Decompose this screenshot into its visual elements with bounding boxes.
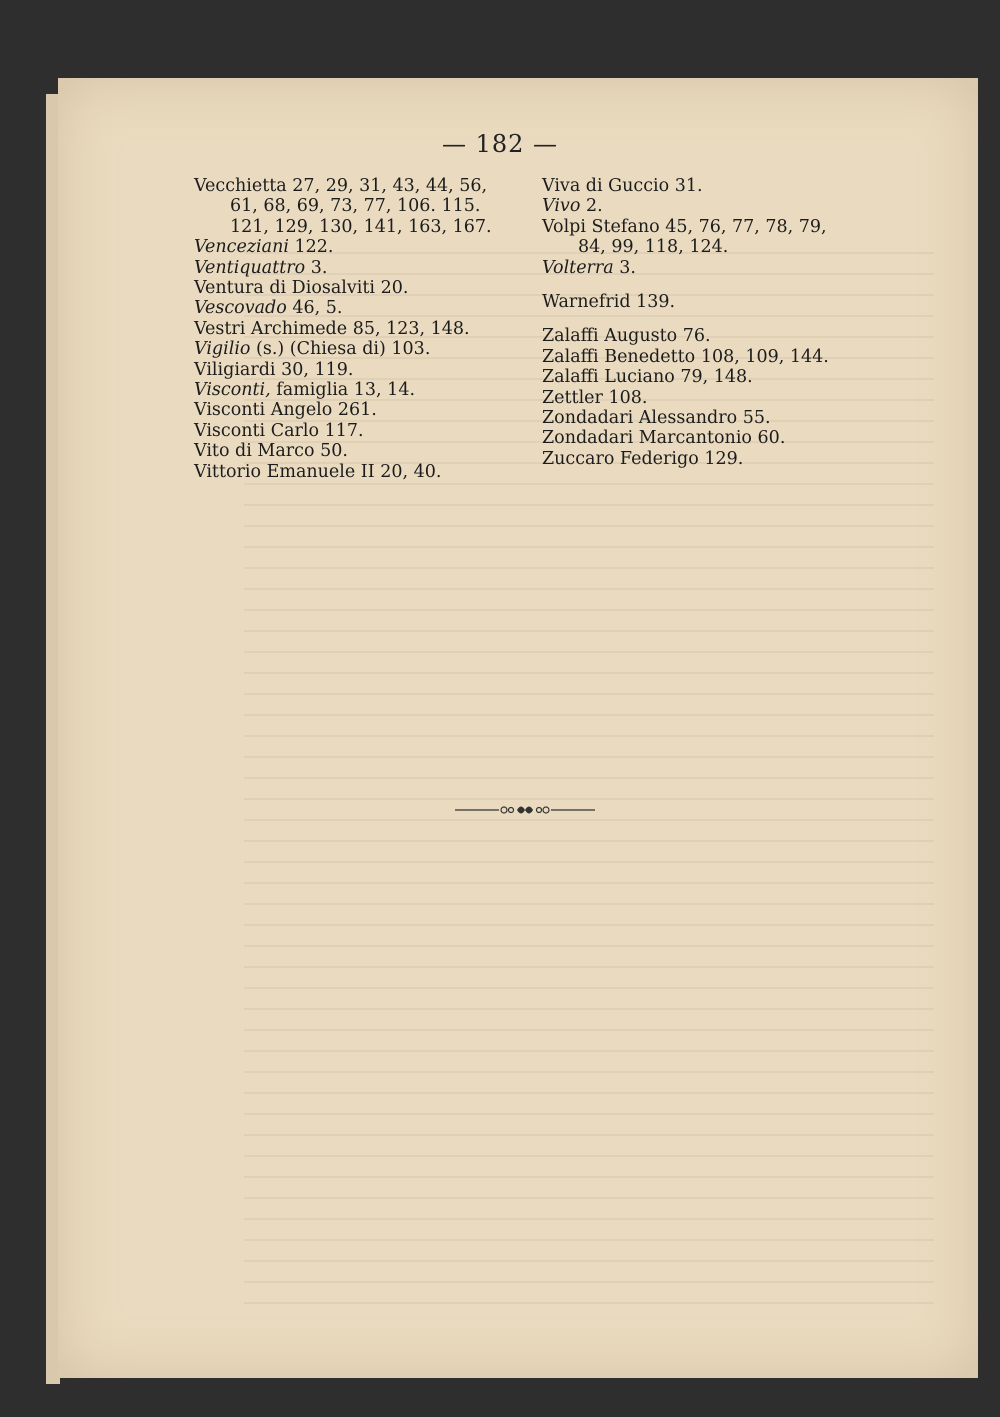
ornament-divider-icon: [455, 800, 595, 820]
index-entry: [194, 319, 524, 339]
entry-page-refs: 108.: [608, 387, 648, 408]
entry-page-refs: 85, 123, 148.: [352, 318, 470, 339]
entry-name: Vivo: [542, 196, 581, 217]
index-entry: [542, 176, 872, 196]
index-entry: [542, 217, 872, 258]
entry-page-refs: 261.: [337, 400, 377, 421]
entry-page-refs-continued: 84, 99, 118, 124.: [578, 237, 729, 258]
entry-page-refs: 76.: [682, 326, 711, 347]
entry-name: Ventiquattro: [194, 257, 306, 278]
entry-page-refs: 139.: [636, 292, 676, 313]
entry-name: Visconti Angelo: [194, 400, 333, 421]
index-entry: [542, 196, 872, 216]
entry-name: Zuccaro Federigo: [542, 448, 699, 469]
entry-page-refs: (s.) (Chiesa di) 103.: [256, 339, 431, 360]
index-entry: [194, 298, 524, 318]
index-entry: [194, 462, 524, 482]
entry-page-refs: famiglia 13, 14.: [276, 380, 416, 401]
entry-page-refs: 122.: [294, 237, 334, 258]
entry-page-refs: 60.: [757, 428, 786, 449]
index-entry: [194, 441, 524, 461]
entry-name: Zalaffi Benedetto: [542, 346, 696, 367]
index-entry: [194, 380, 524, 400]
entry-name: Viva di Guccio: [542, 176, 670, 196]
entry-name: Zettler: [542, 387, 603, 408]
index-entry: [542, 428, 872, 448]
entry-page-refs-continued: 121, 129, 130, 141, 163, 167.: [230, 216, 492, 237]
entry-name: Vestri Archimede: [194, 318, 348, 339]
entry-name: Vigilio: [194, 339, 251, 360]
entry-name: Vescovado: [194, 298, 287, 319]
entry-name: Viligiardi: [194, 359, 276, 380]
entry-page-refs: 30, 119.: [281, 359, 354, 380]
index-entry: [542, 292, 872, 312]
index-entry: [194, 360, 524, 380]
entry-name: Zalaffi Augusto: [542, 326, 678, 347]
entry-name: Venceziani: [194, 237, 289, 258]
entry-name: Visconti Carlo: [194, 420, 320, 441]
entry-name: Volpi Stefano: [542, 216, 660, 237]
entry-page-refs: 129.: [704, 448, 744, 469]
index-column-right: [542, 176, 872, 469]
index-entry: [194, 421, 524, 441]
index-column-left: [194, 176, 524, 482]
entry-page-refs: 55.: [742, 408, 771, 429]
entry-name: Ventura di Diosalviti: [194, 278, 375, 299]
entry-page-refs: 3.: [619, 257, 636, 278]
index-entry: [542, 388, 872, 408]
entry-page-refs-continued: 61, 68, 69, 73, 77, 106. 115.: [230, 196, 481, 217]
page-number: — 182 —: [441, 130, 559, 158]
entry-name: Vittorio Emanuele II: [194, 461, 375, 482]
entry-page-refs: 79, 148.: [680, 367, 753, 388]
entry-page-refs: 2.: [585, 196, 603, 217]
entry-name: Vecchietta: [194, 176, 287, 196]
entry-name: Vito di Marco: [194, 441, 315, 462]
entry-page-refs: 3.: [310, 257, 328, 278]
index-entry: [542, 449, 872, 469]
entry-page-refs: 108, 109, 144.: [700, 346, 829, 367]
index-entry: [542, 408, 872, 428]
entry-page-refs: 31.: [674, 176, 703, 196]
index-entry: [194, 258, 524, 278]
entry-page-refs: 20, 40.: [380, 461, 442, 482]
index-entry: [194, 400, 524, 420]
entry-page-refs: 45, 76, 77, 78, 79,: [665, 216, 827, 237]
index-entry: [542, 347, 872, 367]
index-entry: [194, 278, 524, 298]
entry-name: Zalaffi Luciano: [542, 367, 675, 388]
entry-page-refs: 50.: [320, 441, 348, 462]
entry-page-refs: 27, 29, 31, 43, 44, 56,: [292, 176, 488, 196]
entry-page-refs: 20.: [380, 278, 409, 299]
entry-page-refs: 117.: [324, 420, 364, 441]
entry-name: Zondadari Marcantonio: [542, 428, 752, 449]
index-entry: [542, 367, 872, 387]
index-entry: [542, 258, 872, 278]
entry-name: Visconti,: [194, 380, 271, 401]
entry-name: Zondadari Alessandro: [542, 408, 738, 429]
index-entry: [194, 176, 524, 237]
index-entry: [194, 339, 524, 359]
index-entry: [542, 326, 872, 346]
entry-name: Warnefrid: [542, 292, 631, 313]
entry-name: Volterra: [542, 257, 614, 278]
index-entry: [194, 237, 524, 257]
entry-page-refs: 46, 5.: [292, 298, 343, 319]
